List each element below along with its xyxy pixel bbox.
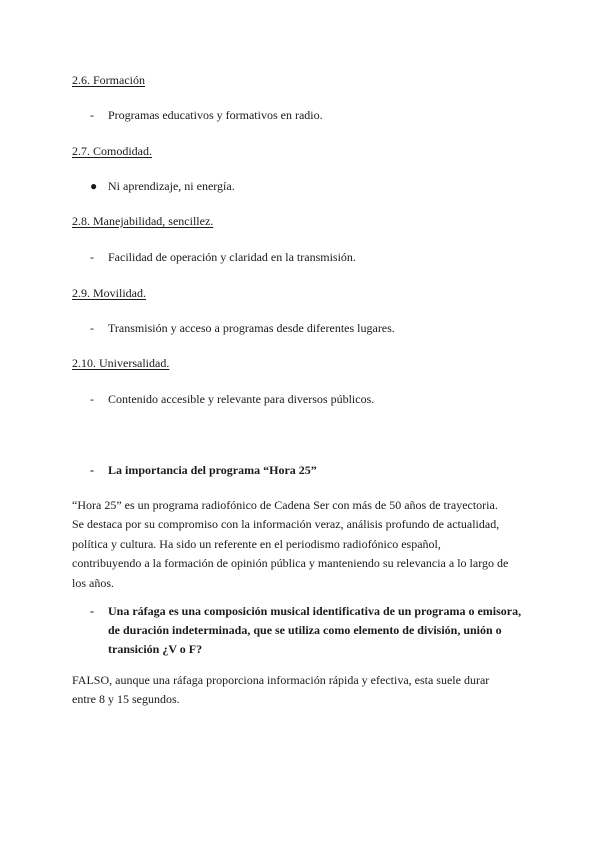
heading-formacion: 2.6. Formación (72, 73, 145, 87)
heading-movilidad: 2.9. Movilidad. (72, 286, 146, 300)
list-item-movilidad (90, 321, 395, 336)
list-item-text: Programas educativos y formativos en radio. (108, 108, 323, 122)
hora25-title-item (90, 461, 530, 480)
heading-comodidad: 2.7. Comodidad. (72, 144, 152, 158)
list-item-formacion (90, 108, 323, 123)
heading-manejabilidad: 2.8. Manejabilidad, sencillez. (72, 214, 214, 228)
list-item-comodidad (90, 179, 235, 194)
dash-bullet: - (90, 604, 94, 618)
question-item (90, 602, 530, 659)
dash-bullet: - (90, 108, 94, 122)
dash-bullet: - (90, 250, 94, 264)
answer-paragraph: FALSO, aunque una ráfaga proporciona información rápida y efectiva, esta suele durar entre 8 y 15 segundos. (72, 673, 490, 707)
hora25-paragraph: “Hora 25” es un programa radiofónico de Cadena Ser con más de 50 años de trayectoria. Se destaca por su compromiso con la información veraz, análisis profundo de actualidad, política y cultura. Ha sido un referente en el periodismo radiofónico español, contribuyendo a la formación de opinión pública y manteniendo su relevancia a lo largo de los años. (72, 498, 509, 590)
hora25-title: La importancia del programa “Hora 25” (108, 463, 317, 477)
list-item-text: Ni aprendizaje, ni energía. (108, 179, 235, 193)
dash-bullet: - (90, 463, 94, 477)
list-item-text: Facilidad de operación y claridad en la transmisión. (108, 250, 356, 264)
heading-universalidad: 2.10. Universalidad. (72, 356, 170, 370)
list-item-universalidad (90, 392, 374, 407)
dot-bullet: ● (90, 179, 98, 193)
list-item-text: Transmisión y acceso a programas desde diferentes lugares. (108, 321, 395, 335)
question-text: Una ráfaga es una composición musical identificativa de un programa o emisora, de duración indeterminada, que se utiliza como elemento de división, unión o transición ¿V o F? (108, 604, 522, 656)
dash-bullet: - (90, 321, 94, 335)
dash-bullet: - (90, 392, 94, 406)
list-item-text: Contenido accesible y relevante para diversos públicos. (108, 392, 375, 406)
list-item-manejabilidad (90, 250, 356, 265)
